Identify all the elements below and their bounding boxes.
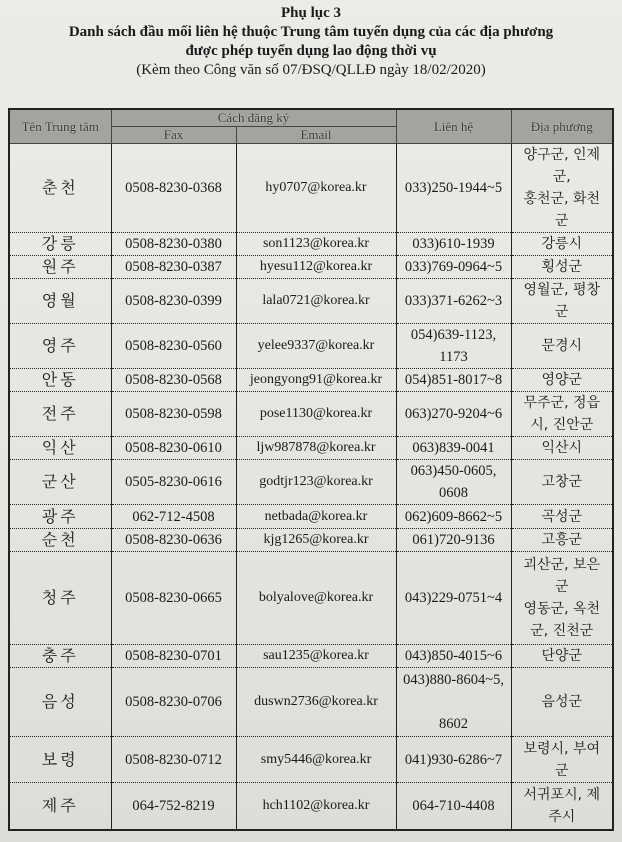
table-row [9, 144, 613, 233]
cell-center: 제주 [9, 783, 111, 830]
cell-locality: 고흥군 [511, 529, 613, 552]
document-subtitle: (Kèm theo Công văn số 07/ĐSQ/QLLĐ ngày 18/02/2020) [136, 62, 486, 78]
appendix-label: Phụ lục 3 [280, 5, 341, 21]
cell-contact: 043)229-0751~4 [396, 552, 511, 645]
cell-contact: 063)839-0041 [396, 437, 511, 460]
cell-contact: 043)880-8604~5, 8602 [396, 668, 511, 737]
cell-locality: 무주군, 정읍 시, 진안군 [511, 392, 613, 437]
cell-center: 광주 [9, 505, 111, 529]
cell-fax: 0508-8230-0399 [111, 279, 236, 324]
cell-locality: 익산시 [511, 437, 613, 460]
cell-email: son1123@korea.kr [236, 233, 396, 256]
cell-contact: 062)609-8662~5 [396, 505, 511, 529]
cell-center: 보령 [9, 737, 111, 783]
table-row [9, 505, 613, 529]
table-row [9, 645, 613, 668]
cell-locality: 강릉시 [511, 233, 613, 256]
cell-contact: 064-710-4408 [396, 783, 511, 830]
cell-fax: 0508-8230-0712 [111, 737, 236, 783]
cell-locality: 괴산군, 보은 군 영동군, 옥천 군, 진천군 [511, 552, 613, 645]
cell-locality: 음성군 [511, 668, 613, 737]
document-header [0, 4, 622, 80]
cell-email: lala0721@korea.kr [236, 279, 396, 324]
document-title-line2: được phép tuyển dụng lao động thời vụ [185, 43, 437, 59]
cell-email: hy0707@korea.kr [236, 144, 396, 233]
cell-center: 영주 [9, 324, 111, 369]
cell-email: kjg1265@korea.kr [236, 529, 396, 552]
cell-center: 강릉 [9, 233, 111, 256]
header-fax: Fax [111, 127, 236, 144]
cell-fax: 0508-8230-0706 [111, 668, 236, 737]
cell-fax: 0508-8230-0387 [111, 256, 236, 279]
contact-table [8, 108, 614, 831]
cell-locality: 고창군 [511, 460, 613, 505]
cell-fax: 0508-8230-0598 [111, 392, 236, 437]
header-center: Tên Trung tâm [9, 109, 111, 144]
table-row [9, 369, 613, 392]
cell-center: 익산 [9, 437, 111, 460]
cell-locality: 횡성군 [511, 256, 613, 279]
table-body [9, 144, 613, 830]
cell-center: 충주 [9, 645, 111, 668]
table-row [9, 256, 613, 279]
table-row [9, 529, 613, 552]
cell-fax: 0508-8230-0636 [111, 529, 236, 552]
table-row [9, 279, 613, 324]
cell-email: netbada@korea.kr [236, 505, 396, 529]
header-locality: Địa phương [511, 109, 613, 144]
cell-fax: 064-752-8219 [111, 783, 236, 830]
cell-email: bolyalove@korea.kr [236, 552, 396, 645]
cell-contact: 054)851-8017~8 [396, 369, 511, 392]
cell-email: yelee9337@korea.kr [236, 324, 396, 369]
cell-center: 음성 [9, 668, 111, 737]
document-title-line1: Danh sách đầu mối liên hệ thuộc Trung tâm tuyển dụng của các địa phương [68, 24, 554, 40]
cell-contact: 061)720-9136 [396, 529, 511, 552]
header-email: Email [236, 127, 396, 144]
cell-center: 춘천 [9, 144, 111, 233]
cell-email: ljw987878@korea.kr [236, 437, 396, 460]
cell-fax: 0508-8230-0610 [111, 437, 236, 460]
cell-email: hyesu112@korea.kr [236, 256, 396, 279]
cell-email: hch1102@korea.kr [236, 783, 396, 830]
cell-center: 원주 [9, 256, 111, 279]
cell-fax: 0508-8230-0665 [111, 552, 236, 645]
cell-locality: 영월군, 평창 군 [511, 279, 613, 324]
header-contact: Liên hệ [396, 109, 511, 144]
cell-locality: 양구군, 인제 군, 홍천군, 화천 군 [511, 144, 613, 233]
cell-locality: 보령시, 부여 군 [511, 737, 613, 783]
cell-center: 순천 [9, 529, 111, 552]
cell-locality: 문경시 [511, 324, 613, 369]
table-row [9, 552, 613, 645]
cell-contact: 063)450-0605, 0608 [396, 460, 511, 505]
cell-fax: 0508-8230-0701 [111, 645, 236, 668]
cell-contact: 033)371-6262~3 [396, 279, 511, 324]
table-row [9, 324, 613, 369]
cell-email: pose1130@korea.kr [236, 392, 396, 437]
cell-locality: 서귀포시, 제 주시 [511, 783, 613, 830]
cell-fax: 0508-8230-0380 [111, 233, 236, 256]
cell-contact: 033)769-0964~5 [396, 256, 511, 279]
cell-fax: 0508-8230-0368 [111, 144, 236, 233]
header-registration: Cách đăng ký [111, 109, 396, 127]
cell-fax: 0508-8230-0568 [111, 369, 236, 392]
table-row [9, 783, 613, 830]
table-row [9, 668, 613, 737]
cell-contact: 033)250-1944~5 [396, 144, 511, 233]
cell-contact: 041)930-6286~7 [396, 737, 511, 783]
cell-contact: 033)610-1939 [396, 233, 511, 256]
table-row [9, 437, 613, 460]
cell-locality: 곡성군 [511, 505, 613, 529]
table-row [9, 392, 613, 437]
cell-fax: 0505-8230-0616 [111, 460, 236, 505]
cell-locality: 단양군 [511, 645, 613, 668]
cell-center: 영월 [9, 279, 111, 324]
cell-center: 청주 [9, 552, 111, 645]
table-row [9, 737, 613, 783]
cell-center: 전주 [9, 392, 111, 437]
table-row [9, 460, 613, 505]
cell-contact: 063)270-9204~6 [396, 392, 511, 437]
cell-email: godtjr123@korea.kr [236, 460, 396, 505]
cell-contact: 043)850-4015~6 [396, 645, 511, 668]
cell-locality: 영양군 [511, 369, 613, 392]
cell-email: duswn2736@korea.kr [236, 668, 396, 737]
cell-email: sau1235@korea.kr [236, 645, 396, 668]
cell-email: jeongyong91@korea.kr [236, 369, 396, 392]
cell-email: smy5446@korea.kr [236, 737, 396, 783]
cell-fax: 0508-8230-0560 [111, 324, 236, 369]
cell-contact: 054)639-1123, 1173 [396, 324, 511, 369]
table-row [9, 233, 613, 256]
cell-fax: 062-712-4508 [111, 505, 236, 529]
cell-center: 군산 [9, 460, 111, 505]
cell-center: 안동 [9, 369, 111, 392]
